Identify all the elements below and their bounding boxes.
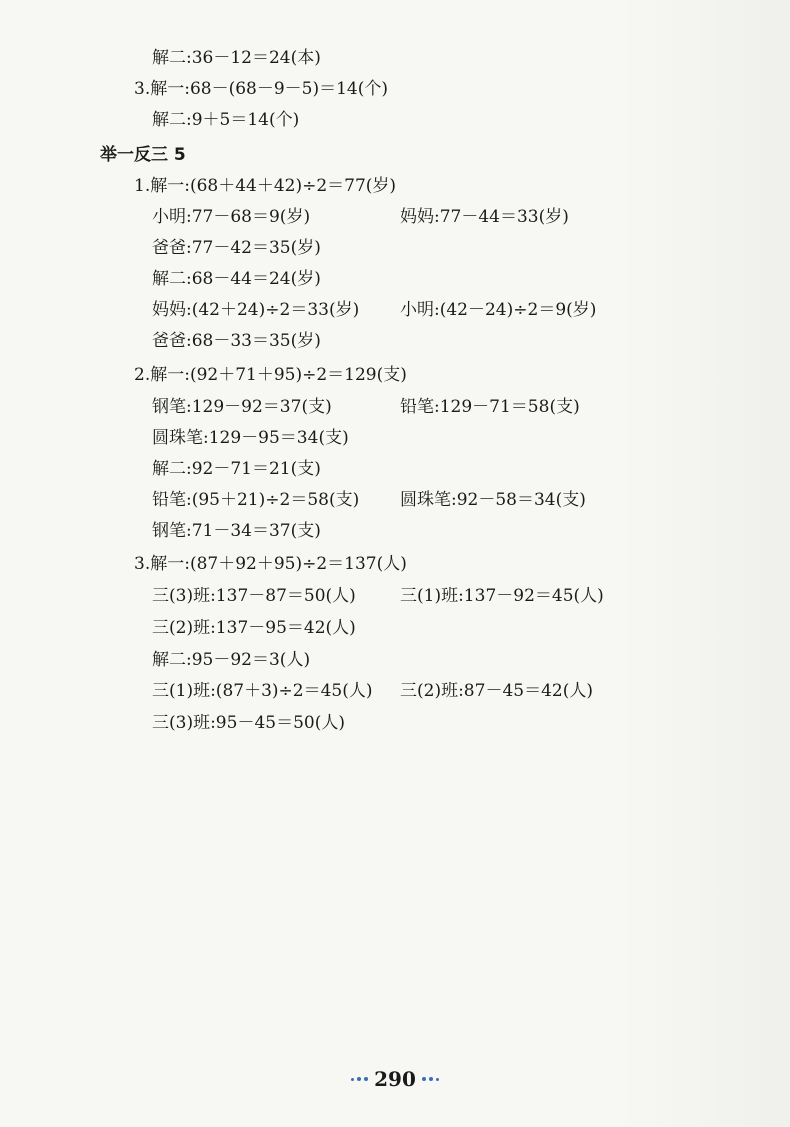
solution-line: 爸爸:77－42＝35(岁): [152, 238, 321, 258]
page-number: 290: [374, 1067, 416, 1091]
solution-line: 解二:68－44＝24(岁): [152, 269, 321, 289]
solution-line: 解二:36－12＝24(本): [152, 48, 321, 68]
page-footer: [340, 1064, 450, 1094]
solution-line: 小明:(42－24)÷2＝9(岁): [400, 300, 597, 320]
solution-line: 圆珠笔:92－58＝34(支): [400, 490, 586, 510]
section-heading: 举一反三 5: [100, 145, 186, 165]
solution-line: 3.解一:(87＋92＋95)÷2＝137(人): [134, 554, 407, 574]
solution-line: 钢笔:129－92＝37(支): [152, 397, 332, 417]
solution-line: 解二:92－71＝21(支): [152, 459, 321, 479]
solution-line: 钢笔:71－34＝37(支): [152, 521, 321, 541]
solution-line: 圆珠笔:129－95＝34(支): [152, 428, 349, 448]
solution-line: 三(1)班:137－92＝45(人): [400, 586, 604, 606]
solution-line: 三(3)班:137－87＝50(人): [152, 586, 356, 606]
show-through-shadow: [620, 0, 790, 1127]
solution-line: 三(2)班:87－45＝42(人): [400, 681, 593, 701]
decorative-dots-left: [351, 1077, 368, 1081]
solution-line: 三(3)班:95－45＝50(人): [152, 713, 345, 733]
solution-line: 1.解一:(68＋44＋42)÷2＝77(岁): [134, 176, 397, 196]
solution-line: 三(2)班:137－95＝42(人): [152, 618, 356, 638]
solution-line: 解二:9＋5＝14(个): [152, 110, 300, 130]
solution-line: 解二:95－92＝3(人): [152, 650, 311, 670]
solution-line: 铅笔:(95＋21)÷2＝58(支): [152, 490, 360, 510]
solution-line: 小明:77－68＝9(岁): [152, 207, 311, 227]
solution-line: 铅笔:129－71＝58(支): [400, 397, 580, 417]
solution-line: 妈妈:77－44＝33(岁): [400, 207, 569, 227]
solution-line: 2.解一:(92＋71＋95)÷2＝129(支): [134, 365, 407, 385]
solution-line: 爸爸:68－33＝35(岁): [152, 331, 321, 351]
solution-line: 三(1)班:(87＋3)÷2＝45(人): [152, 681, 373, 701]
solution-line: 3.解一:68－(68－9－5)＝14(个): [134, 79, 389, 99]
decorative-dots-right: [422, 1077, 439, 1081]
solution-line: 妈妈:(42＋24)÷2＝33(岁): [152, 300, 360, 320]
